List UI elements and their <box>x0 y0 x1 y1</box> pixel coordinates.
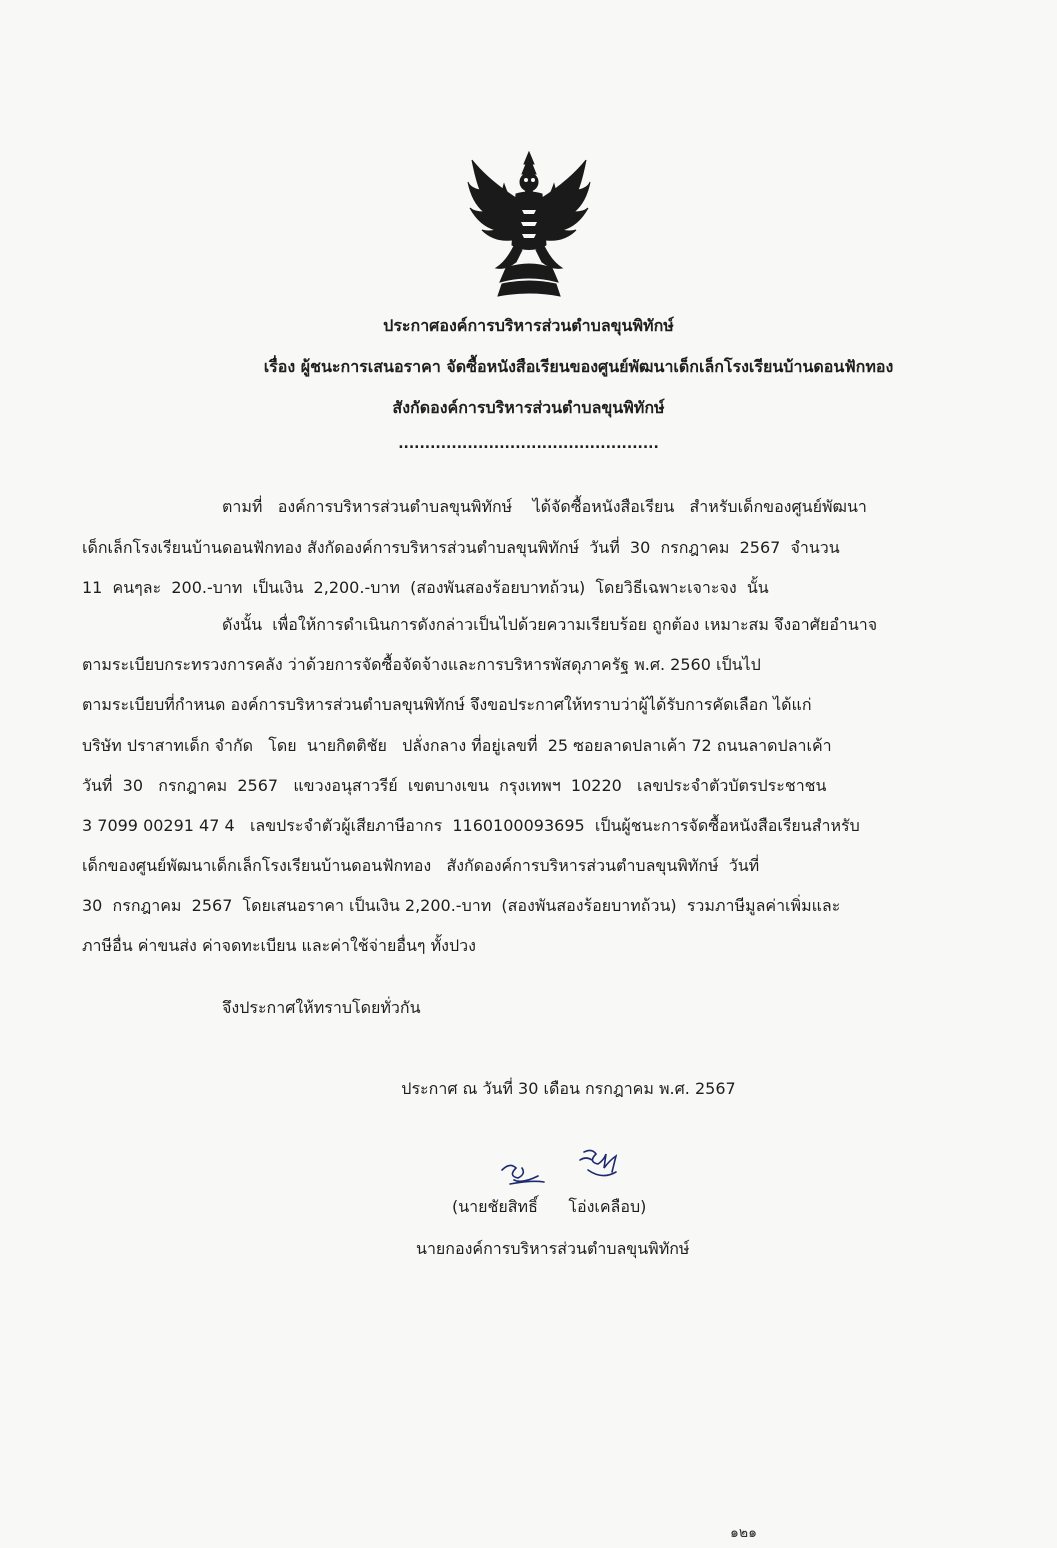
announcement-affiliation: สังกัดองค์การบริหารส่วนตำบลขุนพิทักษ์ <box>392 398 665 417</box>
page-number: ๑๒๑ <box>730 1525 758 1541</box>
handwritten-signature-icon <box>492 1146 652 1192</box>
paragraph-line: 11 คนๆละ 200.-บาท เป็นเงิน 2,200.-บาท (สองพันสองร้อยบาทถ้วน) โดยวิธีเฉพาะเจาะจง นั้น <box>82 578 769 597</box>
paragraph-line: 30 กรกฎาคม 2567 โดยเสนอราคา เป็นเงิน 2,200.-บาท (สองพันสองร้อยบาทถ้วน) รวมภาษีมูลค่าเพิ่มและ <box>82 896 841 915</box>
paragraph-line: 3 7099 00291 47 4 เลขประจำตัวผู้เสียภาษีอากร 1160100093695 เป็นผู้ชนะการจัดซื้อหนังสือเรียนสำหรับ <box>82 816 860 835</box>
announcement-date: ประกาศ ณ วันที่ 30 เดือน กรกฎาคม พ.ศ. 2567 <box>401 1079 736 1098</box>
paragraph-line: ภาษีอื่น ค่าขนส่ง ค่าจดทะเบียน และค่าใช้จ่ายอื่นๆ ทั้งปวง <box>82 936 476 955</box>
paragraph-line: เด็กของศูนย์พัฒนาเด็กเล็กโรงเรียนบ้านดอนฟักทอง สังกัดองค์การบริหารส่วนตำบลขุนพิทักษ์ วันที่ <box>82 856 760 875</box>
paragraph-line: บริษัท ปราสาทเด็ก จำกัด โดย นายกิตติชัย ปลั่งกลาง ที่อยู่เลขที่ 25 ซอยลาดปลาเค้า 72 ถนนลาดปลาเค้า <box>82 736 832 755</box>
announcement-title: ประกาศองค์การบริหารส่วนตำบลขุนพิทักษ์ <box>383 316 674 335</box>
paragraph-line: ตามที่ องค์การบริหารส่วนตำบลขุนพิทักษ์ ได้จัดซื้อหนังสือเรียน สำหรับเด็กของศูนย์พัฒนา <box>222 497 867 516</box>
signatory-title: นายกองค์การบริหารส่วนตำบลขุนพิทักษ์ <box>416 1239 690 1258</box>
paragraph-line: วันที่ 30 กรกฎาคม 2567 แขวงอนุสาวรีย์ เขตบางเขน กรุงเทพฯ 10220 เลขประจำตัวบัตรประชาชน <box>82 776 827 795</box>
paragraph-line: ตามระเบียบกระทรวงการคลัง ว่าด้วยการจัดซื้อจัดจ้างและการบริหารพัสดุภาครัฐ พ.ศ. 2560 เป็นไป <box>82 655 761 674</box>
announcement-subject: เรื่อง ผู้ชนะการเสนอราคา จัดซื้อหนังสือเรียนของศูนย์พัฒนาเด็กเล็กโรงเรียนบ้านดอนฟักทอง <box>263 357 894 376</box>
signatory-name: (นายชัยสิทธิ์ โอ่งเคลือบ) <box>452 1197 647 1216</box>
closing-statement: จึงประกาศให้ทราบโดยทั่วกัน <box>222 998 421 1017</box>
garuda-emblem-icon <box>466 150 592 300</box>
paragraph-line: ดังนั้น เพื่อให้การดำเนินการดังกล่าวเป็นไปด้วยความเรียบร้อย ถูกต้อง เหมาะสม จึงอาศัยอำนาจ <box>222 615 878 634</box>
paragraph-line: เด็กเล็กโรงเรียนบ้านดอนฟักทอง สังกัดองค์การบริหารส่วนตำบลขุนพิทักษ์ วันที่ 30 กรกฎาคม 2567 จำนวน <box>82 538 840 557</box>
dotted-separator: ................................................. <box>398 436 659 452</box>
paragraph-line: ตามระเบียบที่กำหนด องค์การบริหารส่วนตำบลขุนพิทักษ์ จึงขอประกาศให้ทราบว่าผู้ได้รับการคัดเลือก ได้แก่ <box>82 695 812 714</box>
